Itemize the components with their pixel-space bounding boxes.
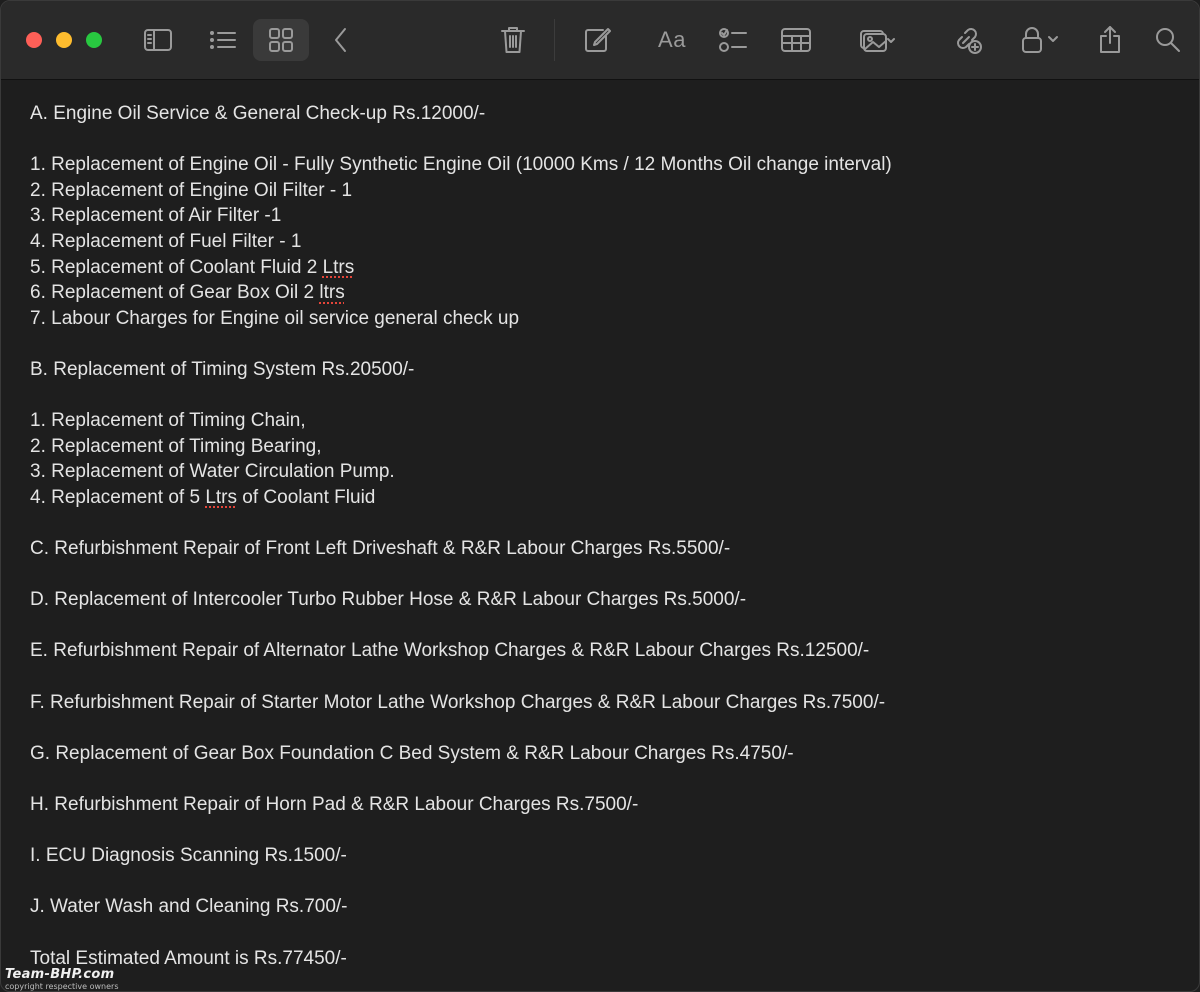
note-line-text: of Coolant Fluid — [237, 486, 376, 508]
share-button[interactable] — [1089, 19, 1131, 61]
delete-note-button[interactable] — [492, 19, 534, 61]
collaborate-icon — [951, 25, 983, 55]
note-line: J. Water Wash and Cleaning Rs.700/- — [30, 896, 348, 918]
format-text-icon: Aa — [658, 27, 686, 52]
note-line: G. Replacement of Gear Box Foundation C Bed System & R&R Labour Charges Rs.4750/- — [30, 742, 794, 764]
watermark — [5, 967, 119, 991]
watermark-brand: Team-BHP.com — [5, 967, 115, 982]
note-line — [30, 331, 1179, 357]
misspelled-word[interactable]: Ltrs — [205, 486, 238, 508]
gallery-view-button[interactable] — [253, 19, 309, 61]
zoom-window-button[interactable] — [86, 32, 102, 48]
note-line: 7. Labour Charges for Engine oil service general check up — [30, 307, 520, 329]
search-icon — [1154, 26, 1182, 54]
gallery-view-icon — [268, 27, 294, 53]
note-line: 2. Replacement of Engine Oil Filter - 1 — [30, 179, 353, 201]
note-line: 2. Replacement of Timing Bearing, — [30, 435, 322, 457]
note-line: E. Refurbishment Repair of Alternator Lathe Workshop Charges & R&R Labour Charges Rs.12500/- — [30, 640, 870, 662]
toolbar-divider — [554, 19, 555, 61]
list-view-icon — [209, 29, 237, 51]
media-button[interactable] — [846, 19, 908, 61]
table-button[interactable] — [775, 19, 817, 61]
note-line-text: 4. Replacement of 5 — [30, 486, 206, 508]
note-line-text: 5. Replacement of Coolant Fluid 2 — [30, 256, 323, 278]
share-icon — [1097, 25, 1123, 55]
lock-icon — [1017, 26, 1061, 54]
format-button[interactable] — [649, 19, 695, 61]
note-line: H. Refurbishment Repair of Horn Pad & R&R Labour Charges Rs.7500/- — [30, 794, 639, 816]
toolbar — [1, 1, 1199, 80]
note-line — [30, 766, 1179, 792]
note-line — [30, 869, 1179, 895]
table-icon — [780, 27, 812, 53]
note-line: 4. Replacement of Fuel Filter - 1 — [30, 230, 302, 252]
note-line — [30, 280, 1179, 306]
search-button[interactable] — [1147, 19, 1189, 61]
note-line — [30, 613, 1179, 639]
note-line: F. Refurbishment Repair of Starter Motor Lathe Workshop Charges & R&R Labour Charges Rs.7500/- — [30, 691, 886, 713]
note-line: D. Replacement of Intercooler Turbo Rubber Hose & R&R Labour Charges Rs.5000/- — [30, 589, 747, 611]
media-icon — [859, 27, 895, 53]
note-line — [30, 511, 1179, 537]
back-icon — [332, 26, 350, 54]
sidebar-toggle-button[interactable] — [137, 19, 179, 61]
sidebar-icon — [143, 28, 173, 52]
note-line: C. Refurbishment Repair of Front Left Driveshaft & R&R Labour Charges Rs.5500/- — [30, 538, 731, 560]
lock-note-button[interactable] — [1011, 19, 1067, 61]
note-body[interactable] — [30, 101, 1179, 971]
watermark-caption: copyright respective owners — [5, 982, 119, 991]
note-line — [30, 818, 1179, 844]
note-line — [30, 127, 1179, 153]
note-line: 1. Replacement of Engine Oil - Fully Synthetic Engine Oil (10000 Kms / 12 Months Oil change interval) — [30, 154, 892, 176]
new-note-button[interactable] — [576, 19, 618, 61]
note-line — [30, 715, 1179, 741]
checklist-icon — [718, 26, 748, 54]
misspelled-word[interactable]: Ltrs — [322, 256, 355, 278]
close-window-button[interactable] — [26, 32, 42, 48]
note-line: B. Replacement of Timing System Rs.20500/- — [30, 358, 415, 380]
note-line — [30, 255, 1179, 281]
note-line: 3. Replacement of Air Filter -1 — [30, 205, 282, 227]
minimize-window-button[interactable] — [56, 32, 72, 48]
trash-icon — [500, 25, 526, 55]
misspelled-word[interactable]: ltrs — [319, 282, 345, 304]
list-view-button[interactable] — [202, 19, 244, 61]
compose-icon — [583, 26, 611, 54]
back-button[interactable] — [320, 19, 362, 61]
note-line: 1. Replacement of Timing Chain, — [30, 410, 306, 432]
note-line — [30, 383, 1179, 409]
note-line — [30, 664, 1179, 690]
note-line: A. Engine Oil Service & General Check-up Rs.12000/- — [30, 103, 486, 124]
note-line — [30, 920, 1179, 946]
note-line: 3. Replacement of Water Circulation Pump. — [30, 461, 395, 483]
note-line: I. ECU Diagnosis Scanning Rs.1500/- — [30, 845, 347, 867]
note-line — [30, 562, 1179, 588]
checklist-button[interactable] — [712, 19, 754, 61]
note-line — [30, 485, 1179, 511]
note-line-text: 6. Replacement of Gear Box Oil 2 — [30, 282, 320, 304]
note-line: Total Estimated Amount is Rs.77450/- — [30, 947, 347, 969]
collaborate-button[interactable] — [946, 19, 988, 61]
